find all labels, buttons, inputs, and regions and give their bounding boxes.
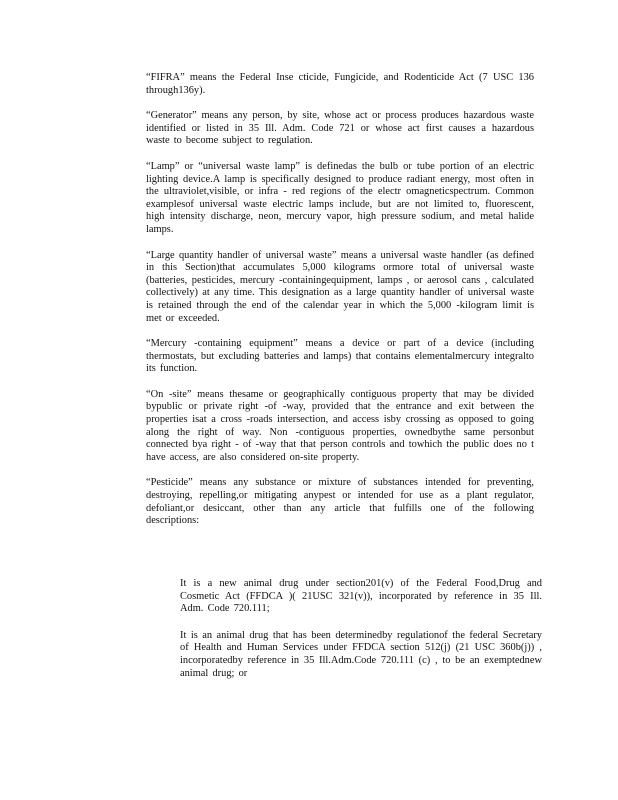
definition-on-site: “On -site” means thesame or geographically contiguous property that may be divided bypublic or private right -of -way, provided that the entrance and exit between the properties isat a cross -roads intersection, and access isby crossing as opposed to going along the right of way. Non -contiguous properties, ownedbythe same personbut connected bya right - of -way that that person controls and towhich the public does no t have access, are also considered on-site property. (146, 388, 534, 463)
pesticide-description-item: It is an animal drug that has been determinedby regulationof the federal Secretary of Health and Human Services under FFDCA section 512(j) (21 USC 360b(j)) , incorporatedby reference in 35 Ill.Adm.Code 720.111 (c) , to be an exemptednew animal drug; or (180, 629, 542, 679)
pesticide-descriptions-list (180, 578, 542, 694)
definition-fifra: “FIFRA” means the Federal Inse cticide, Fungicide, and Rodenticide Act (7 USC 136 through136y). (146, 72, 534, 96)
definitions-body (146, 72, 534, 541)
definition-generator: “Generator” means any person, by site, whose act or process produces hazardous waste identified or listed in 35 Ill. Adm. Code 721 or whose act first causes a hazardous waste to become subject to regulation. (146, 110, 534, 147)
definition-mercury-containing-equipment: “Mercury -containing equipment” means a device or part of a device (including thermostats, but excluding batteries and lamps) that contains elementalmercury integralto its function. (146, 338, 534, 375)
definition-pesticide: “Pesticide” means any substance or mixture of substances intended for preventing, destroying, repelling,or mitigating anypest or intended for use as a plant regulator, defoliant,or desiccant, other than any article that fulfills one of the following descriptions: (146, 477, 534, 527)
pesticide-description-item: It is a new animal drug under section201(v) of the Federal Food,Drug and Cosmetic Act (FFDCA )( 21USC 321(v)), incorporated by reference in 35 Ill. Adm. Code 720.111; (180, 578, 542, 615)
definition-lamp: “Lamp” or “universal waste lamp” is definedas the bulb or tube portion of an electric lighting device.A lamp is specifically designed to produce radiant energy, most often in the ultraviolet,visible, or infra - red regions of the electr omagneticspectrum. Common examplesof universal waste electric lamps include, but are not limited to, fluorescent, high intensity discharge, neon, mercury vapor, high pressure sodium, and metal halide lamps. (146, 160, 534, 235)
definition-large-quantity-handler: “Large quantity handler of universal waste” means a universal waste handler (as defined in this Section)that accumulates 5,000 kilograms ormore total of universal waste (batteries, pesticides, mercury -containingequipment, lamps , or aerosol cans , calculated collectively) at any time. This designation as a large quantity handler of universal waste is retained through the end of the calendar year in which the 5,000 -kilogram limit is met or exceeded. (146, 249, 534, 324)
